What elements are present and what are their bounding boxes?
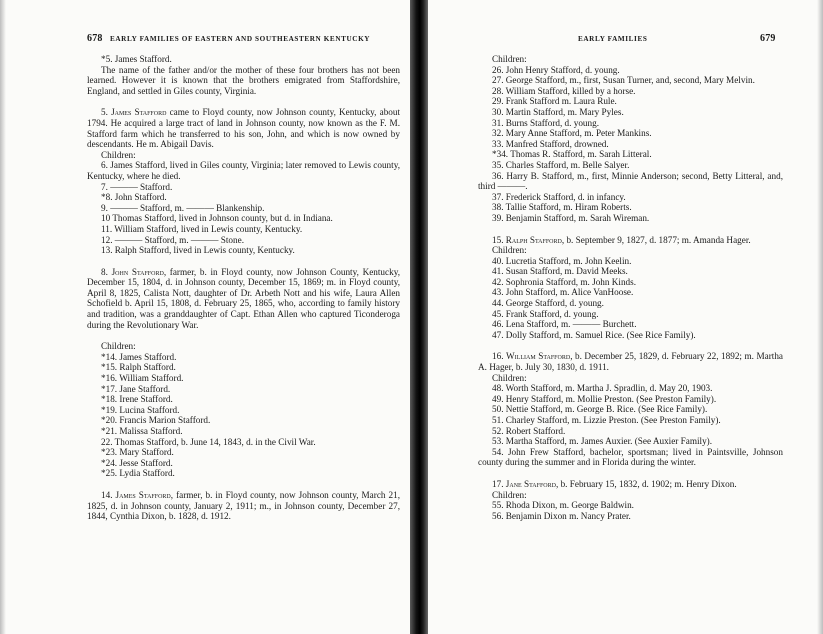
child-entry: 12. ——— Stafford, m. ——— Stone. (101, 234, 244, 245)
child-entry: 54. John Frew Stafford, bachelor, sportsman; lived in Paintsville, Johnson county during the summer and in Florida during the winter. (478, 446, 783, 468)
child-entry: *21. Malissa Stafford. (101, 426, 183, 436)
child-entry: 42. Sophronia Stafford, m. John Kinds. (492, 276, 637, 287)
children-label: Children: (101, 149, 136, 160)
child-entry: *25. Lydia Stafford. (101, 468, 175, 479)
child-entry: 48. Worth Stafford, m. Martha J. Spradlin, d. May 20, 1903. (492, 383, 713, 394)
right-page (428, 0, 823, 634)
person-name: John Stafford (111, 266, 164, 277)
children-label: Children: (492, 245, 527, 256)
page-number: 679 (760, 33, 776, 44)
child-entry: 36. Harry B. Stafford, m., first, Minnie Anderson; second, Betty Litteral, and, third ———. (478, 170, 783, 192)
family-paragraph-15: 15. Ralph Stafford, b. September 9, 1827, d. 1877; m. Amanda Hager. (492, 234, 751, 245)
child-entry: 28. William Stafford, killed by a horse. (492, 85, 636, 96)
children-list-top (478, 65, 783, 224)
child-entry: 32. Mary Anne Stafford, m. Peter Mankins. (492, 128, 652, 139)
child-entry: 10 Thomas Stafford, lived in Johnson county, but d. in Indiana. (101, 213, 333, 224)
child-entry: 41. Susan Stafford, m. David Meeks. (492, 266, 628, 277)
child-entry: 40. Lucretia Stafford, m. John Keelin. (492, 255, 632, 266)
family-paragraph-5: 5. James Stafford came to Floyd county, now Johnson county, Kentucky, about 1794. He acquired a large tract of land in Johnson county, now known as the F. M. Stafford farm which he transferred to his son, John, and which is now owned by descendants. He m. Abigail Davis. (87, 107, 401, 150)
children-label: Children: (101, 341, 136, 352)
child-entry: *8. John Stafford. (101, 192, 167, 203)
children-list-17 (478, 500, 783, 521)
genealogy-entry: *5. James Stafford. (101, 54, 172, 64)
family-paragraph-16: 16. William Stafford, b. December 25, 1829, d. February 22, 1892; m. Martha A. Hager, b. July 30, 1830, d. 1911. (478, 351, 783, 373)
children-list-5 (87, 160, 400, 255)
child-entry: *20. Francis Marion Stafford. (101, 415, 211, 426)
child-entry: 31. Burns Stafford, d. young. (492, 117, 600, 128)
child-entry: 37. Frederick Stafford, d. in infancy. (492, 191, 626, 202)
child-entry: 33. Manfred Stafford, drowned. (492, 138, 609, 149)
person-name: James Stafford (115, 489, 171, 500)
person-name: William Stafford (506, 351, 571, 362)
child-entry: 44. George Stafford, d. young. (492, 298, 604, 309)
child-entry: *19. Lucina Stafford. (101, 404, 180, 415)
page-number: 678 (87, 33, 103, 44)
child-entry: 49. Henry Stafford, m. Mollie Preston. (See Preston Family). (492, 393, 717, 404)
child-entry: 56. Benjamin Dixon m. Nancy Prater. (492, 510, 631, 521)
child-entry: 47. Dolly Stafford, m. Samuel Rice. (See Rice Family). (492, 329, 696, 340)
intro-note: The name of the father and/or the mother of these four brothers has not been learned. However it is known that the brothers emigrated from Staffordshire, England, and settled in Giles county, Virginia. (87, 64, 400, 96)
children-list-15 (478, 256, 783, 341)
person-name: Ralph Stafford (505, 234, 562, 245)
child-entry: *15. Ralph Stafford. (101, 362, 176, 373)
family-paragraph-8: 8. John Stafford, farmer, b. in Floyd county, now Johnson County, Kentucky, December 15, 1804, d. in Johnson county, December 15, 1869; m. in Floyd county, April 8, 1825, Calista Nott, daughter of Dr. Arbeth Nott and his wife, Laura Allen Schofield b. April 15, 1808, d. February 25, 1865, who, according to family history and tradition, was a granddaughter of Capt. Ethan Allen who captured Ticonderoga during the Revolutionary War. (87, 266, 400, 330)
right-running-head (578, 33, 647, 43)
child-entry: 51. Charley Stafford, m. Lizzie Preston. (See Preston Family). (492, 415, 721, 425)
child-entry: 27. George Stafford, m., first, Susan Turner, and, second, Mary Melvin. (492, 75, 755, 86)
children-list-16 (478, 383, 783, 468)
children-label: Children: (492, 372, 527, 383)
child-entry: 38. Tallie Stafford, m. Hiram Roberts. (492, 202, 632, 213)
child-entry: *24. Jesse Stafford. (101, 457, 173, 468)
child-entry: 29. Frank Stafford m. Laura Rule. (492, 96, 617, 107)
person-name: Jane Stafford (505, 478, 556, 489)
child-entry: 6. James Stafford, lived in Giles county, Virginia; later removed to Lewis county, Kentucky, where he died. (87, 160, 400, 181)
child-entry: 22. Thomas Stafford, b. June 14, 1843, d. in the Civil War. (101, 436, 316, 447)
child-entry: *34. Thomas R. Stafford, m. Sarah Litteral. (492, 149, 652, 160)
child-entry: 53. Martha Stafford, m. James Auxier. (See Auxier Family). (492, 436, 713, 447)
child-entry: 13. Ralph Stafford, lived in Lewis county, Kentucky. (101, 245, 295, 256)
book-gutter (410, 0, 428, 634)
child-entry: 7. ——— Stafford. (101, 181, 173, 192)
child-entry: 30. Martin Stafford, m. Mary Pyles. (492, 106, 624, 117)
child-entry: 35. Charles Stafford, m. Belle Salyer. (492, 159, 630, 170)
family-paragraph-17: 17. Jane Stafford, b. February 15, 1832, d. 1902; m. Henry Dixon. (492, 478, 737, 489)
family-paragraph-14: 14. James Stafford, farmer, b. in Floyd county, now Johnson county, March 21, 1825, d. in Johnson county, January 2, 1911; m., in Johnson county, December 27, 1844, Cynthia Dixon, b. 1828, d. 1912. (87, 489, 401, 522)
child-entry: *16. William Stafford. (101, 373, 184, 384)
child-entry: 11. William Stafford, lived in Lewis county, Kentucky. (101, 223, 303, 234)
child-entry: 43. John Stafford, m. Alice VanHoose. (492, 287, 634, 298)
child-entry: *23. Mary Stafford. (101, 447, 174, 458)
left-page (0, 0, 410, 634)
page-edge-shadow (0, 0, 6, 634)
child-entry: 52. Robert Stafford. (492, 425, 566, 436)
child-entry: 45. Frank Stafford, d. young. (492, 308, 599, 319)
child-entry: *17. Jane Stafford. (101, 383, 171, 394)
children-list-8 (87, 352, 400, 479)
left-running-head (87, 33, 370, 44)
running-head-title: EARLY FAMILIES (578, 35, 648, 43)
child-entry: 26. John Henry Stafford, d. young. (492, 64, 620, 75)
child-entry: 50. Nettie Stafford, m. George B. Rice. (See Rice Family). (492, 404, 708, 415)
child-entry: *18. Irene Stafford. (101, 394, 173, 405)
child-entry: 46. Lena Stafford, m. ——— Burchett. (492, 319, 637, 330)
child-entry: *14. James Stafford. (101, 351, 177, 362)
child-entry: 9. ——— Stafford, m. ——— Blankenship. (101, 202, 265, 213)
left-text-block (87, 54, 400, 522)
right-page-number-wrap (760, 33, 776, 44)
child-entry: 39. Benjamin Stafford, m. Sarah Wireman. (492, 212, 650, 223)
right-text-block (478, 54, 783, 521)
person-name: James Stafford (111, 107, 167, 118)
child-entry: 55. Rhoda Dixon, m. George Baldwin. (492, 500, 634, 511)
children-label: Children: (492, 54, 527, 64)
page-edge-shadow (817, 0, 823, 634)
running-head-title: EARLY FAMILIES OF EASTERN AND SOUTHEASTERN KENTUCKY (109, 35, 371, 43)
children-label: Children: (492, 489, 527, 500)
